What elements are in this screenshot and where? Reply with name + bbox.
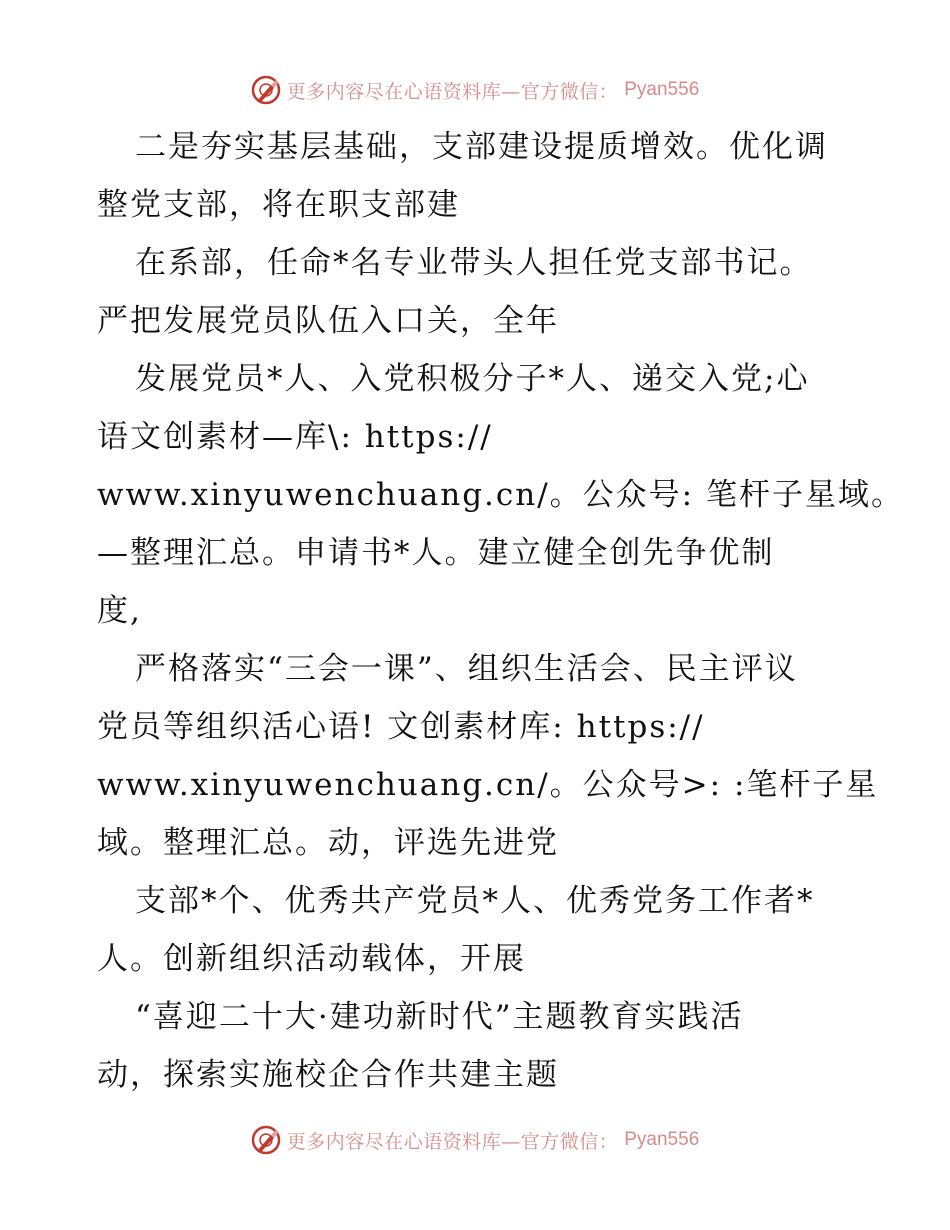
- text-line: —整理汇总。申请书*人。建立健全创先争优制: [97, 535, 775, 571]
- text-line: 度,: [97, 593, 142, 629]
- document-body: [97, 118, 904, 1104]
- footer-banner-wechat: Pyan556: [624, 1129, 700, 1150]
- text-line: 发展党员*人、入党积极分子*人、递交入党;心: [135, 361, 810, 397]
- header-watermark-banner: [0, 70, 950, 110]
- footer-watermark-banner: [0, 1120, 950, 1160]
- text-line: “喜迎二十大·建功新时代”主题教育实践活: [135, 999, 744, 1035]
- text-line: 党员等组织活心语! 文创素材库: https://: [97, 709, 705, 745]
- text-line: 在系部，任命*名专业带头人担任党支部书记。: [135, 245, 813, 281]
- header-banner-text: 更多内容尽在心语资料库—官方微信：: [286, 80, 619, 103]
- pen-logo-icon: [251, 1125, 281, 1155]
- text-line: www.xinyuwenchuang.cn/。公众号: 笔杆子星域。: [97, 477, 904, 513]
- text-line: 整党支部，将在职支部建: [97, 187, 460, 223]
- text-line: 人。创新组织活动载体，开展: [97, 941, 526, 977]
- header-banner-wechat: Pyan556: [624, 79, 700, 100]
- footer-banner-text: 更多内容尽在心语资料库—官方微信：: [286, 1130, 619, 1153]
- text-line: 严格落实“三会一课”、组织生活会、民主评议: [135, 651, 798, 687]
- text-line: 严把发展党员队伍入口关，全年: [97, 303, 559, 339]
- text-line: 二是夯实基层基础，支部建设提质增效。优化调: [135, 129, 828, 165]
- text-line: 动，探索实施校企合作共建主题: [97, 1057, 559, 1093]
- pen-logo-icon: [251, 75, 281, 105]
- text-line: 支部*个、优秀共产党员*人、优秀党务工作者*: [135, 883, 815, 919]
- text-line: 域。整理汇总。动，评选先进党: [97, 825, 559, 861]
- text-line: 语文创素材—库\: https://: [97, 419, 493, 455]
- text-line: www.xinyuwenchuang.cn/。公众号>: :笔杆子星: [97, 767, 879, 803]
